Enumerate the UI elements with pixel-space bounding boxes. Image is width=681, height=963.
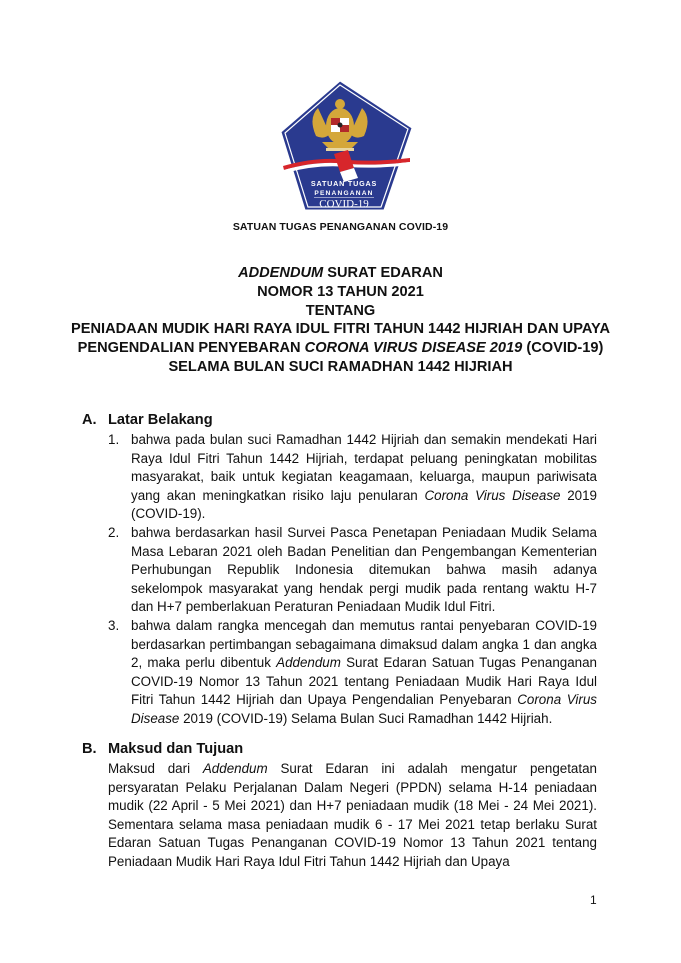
section-b-paragraph: Maksud dari Addendum Surat Edaran ini adalah mengatur pengetatan persyaratan Pelaku Perjalanan Dalam Negeri (PPDN) selama H-14 peniadaan mudik (22 April - 5 Mei 2021) dan H+7 peniadaan mudik (18 Mei - 24 Mei 2021). Sementara selama masa peniadaan mudik 6 - 17 Mei 2021 tetap berlaku Surat Edaran Satuan Tugas Penanganan COVID-19 Nomor 13 Tahun 2021 tentang Peniadaan Mudik Hari Raya Idul Fitri Tahun 1442 Hijriah dan Upaya bbox=[108, 761, 597, 869]
satgas-covid19-logo bbox=[278, 78, 416, 214]
svg-text:PENANGANAN: PENANGANAN bbox=[314, 190, 374, 197]
svg-text:COVID-19: COVID-19 bbox=[319, 198, 369, 210]
list-item: 3. bahwa dalam rangka mencegah dan memutus rantai penyebaran COVID-19 berdasarkan pertimbangan sebagaimana dimaksud dalam angka 1 dan angka 2, maka perlu dibentuk Addendum Surat Edaran Satuan Tugas Penanganan COVID-19 Nomor 13 Tahun 2021 tentang Peniadaan Mudik Hari Raya Idul Fitri Tahun 1442 Hijriah dan Upaya Pengendalian Penyebaran Corona Virus Disease 2019 (COVID-19) Selama Bulan Suci Ramadhan 1442 Hijriah. bbox=[108, 617, 597, 726]
section-a bbox=[82, 411, 597, 729]
title-line-4: PENIADAAN MUDIK HARI RAYA IDUL FITRI TAHUN 1442 HIJRIAH DAN UPAYA bbox=[71, 321, 610, 338]
title-line-2: NOMOR 13 TAHUN 2021 bbox=[257, 283, 424, 300]
svg-text:SATUAN TUGAS: SATUAN TUGAS bbox=[310, 179, 378, 188]
title-line-1: ADDENDUM SURAT EDARAN bbox=[238, 265, 443, 281]
section-b-heading: B. Maksud dan Tujuan bbox=[82, 741, 244, 757]
section-a-heading: A. Latar Belakang bbox=[82, 412, 213, 428]
title-line-6: SELAMA BULAN SUCI RAMADHAN 1442 HIJRIAH bbox=[168, 358, 513, 375]
issuing-organization: SATUAN TUGAS PENANGANAN COVID-19 bbox=[232, 221, 449, 233]
title-line-5: PENGENDALIAN PENYEBARAN CORONA VIRUS DISEASE 2019 (COVID-19) bbox=[77, 340, 604, 357]
title-line-3: TENTANG bbox=[305, 302, 376, 319]
list-item: 1. bahwa pada bulan suci Ramadhan 1442 Hijriah dan semakin mendekati Hari Raya Idul Fitri Tahun 1442 Hijriah, terdapat peluang peningkatan mobilitas masyarakat, baik untuk kegiatan keagamaan, keluarga, maupun pariwisata yang akan meningkatkan risiko laju penularan Corona Virus Disease 2019 (COVID-19). bbox=[108, 432, 597, 522]
list-item: 2. bahwa berdasarkan hasil Survei Pasca Penetapan Peniadaan Mudik Selama Masa Lebaran 2021 oleh Badan Penelitian dan Pengembangan Kementerian Perhubungan Republik Indonesia ditemukan bahwa masih adanya sekelompok masyarakat yang hendak pergi mudik pada rentang waktu H-7 dan H+7 pemberlakuan Peraturan Peniadaan Mudik Idul Fitri. bbox=[108, 524, 597, 615]
background-list bbox=[82, 431, 597, 729]
section-b bbox=[82, 740, 597, 872]
page-number: 1 bbox=[590, 893, 597, 907]
document-title bbox=[70, 264, 611, 377]
